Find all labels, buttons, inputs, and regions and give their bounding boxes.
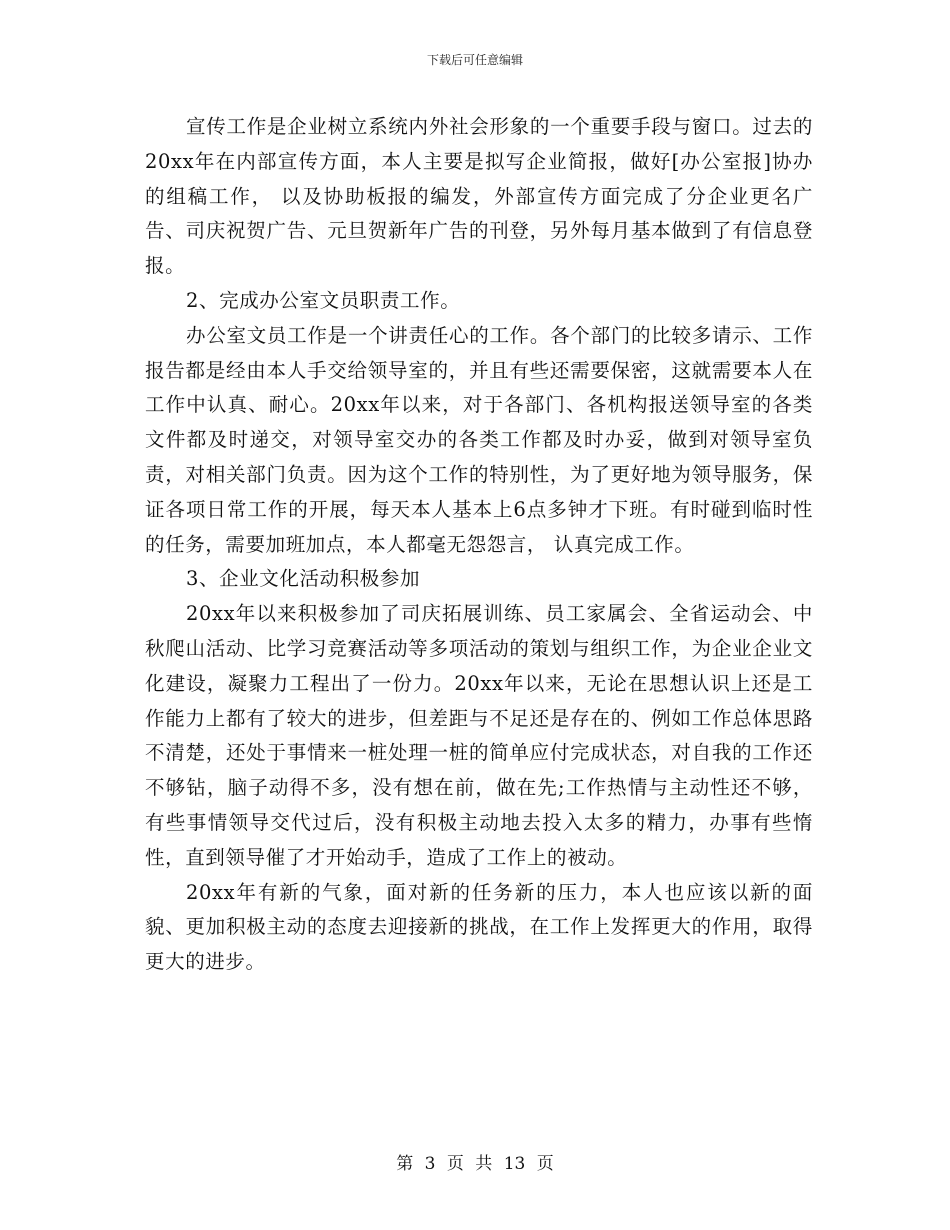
section-heading-clerk-duties: 2、完成办公室文员职责工作。 [186,288,461,312]
page-number-footer: 第 3 页 共 13 页 [396,1154,554,1174]
paragraph-clerk-duties: 办公室文员工作是一个讲责任心的工作。各个部门的比较多请示、工作报告都是经由本人手交给领导室的，并且有些还需要保密，这就需要本人在工作中认真、耐心。20xx年以来，对于各部门、各机构报送领导室的各类文件都及时递交，对领导室交办的各类工作都及时办妥，做到对领导室负责，对相关部门负责。因为这个工作的特别性，为了更好地为领导服务，保证各项日常工作的开展，每天本人基本上6点多钟才下班。有时碰到临时性的任务，需要加班加点，本人都毫无怨怨言， 认真完成工作。 [145,323,813,556]
document-body [145,110,813,980]
page-header: 下载后可任意编辑 [426,53,523,67]
paragraph-culture-activities: 20xx年以来积极参加了司庆拓展训练、员工家属会、全省运动会、中秋爬山活动、比学习竞赛活动等多项活动的策划与组织工作，为企业企业文化建设，凝聚力工程出了一份力。20xx年以来，无论在思想认识上还是工作能力上都有了较大的进步，但差距与不足还是存在的、例如工作总体思路不清楚，还处于事情来一桩处理一桩的简单应付完成状态，对自我的工作还不够钻，脑子动得不多，没有想在前，做在先;工作热情与主动性还不够，有些事情领导交代过后，没有积极主动地去投入太多的精力，办事有些惰性，直到领导催了才开始动手，造成了工作上的被动。 [145,602,813,869]
paragraph-publicity-work: 宣传工作是企业树立系统内外社会形象的一个重要手段与窗口。过去的20xx年在内部宣传方面，本人主要是拟写企业简报，做好[办公室报]协办的组稿工作， 以及协助板报的编发，外部宣传方面完成了分企业更名广告、司庆祝贺广告、元旦贺新年广告的刊登，另外每月基本做到了有信息登报。 [145,115,813,278]
section-heading-culture-activities: 3、企业文化活动积极参加 [186,567,421,591]
paragraph-new-year-outlook: 20xx年有新的气象，面对新的任务新的压力，本人也应该以新的面貌、更加积极主动的态度去迎接新的挑战，在工作上发挥更大的作用，取得更大的进步。 [145,880,813,974]
